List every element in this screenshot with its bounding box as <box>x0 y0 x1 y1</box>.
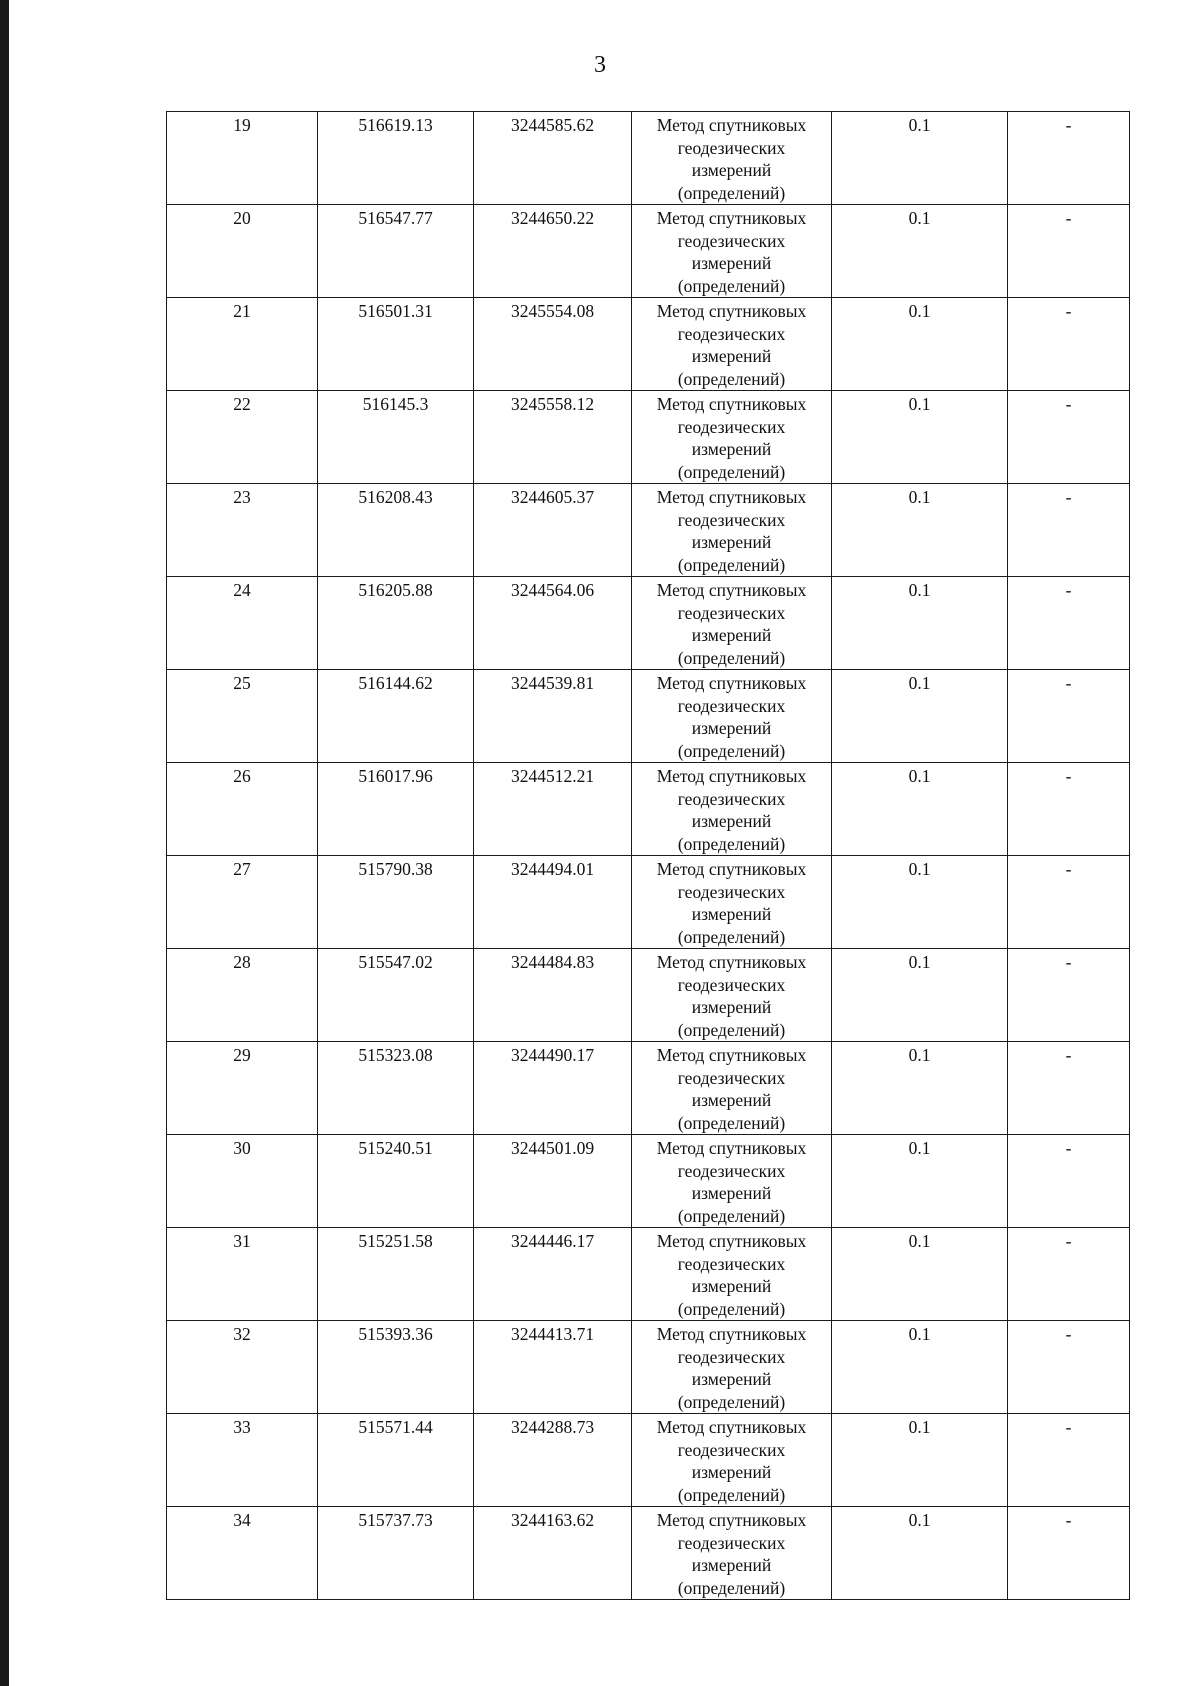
table-row <box>167 856 1130 949</box>
accuracy-cell: 0.1 <box>832 1042 1008 1135</box>
y-coordinate-cell: 3244413.71 <box>474 1321 632 1414</box>
table-row <box>167 763 1130 856</box>
x-coordinate-cell: 516501.31 <box>318 298 474 391</box>
table-row <box>167 391 1130 484</box>
accuracy-cell: 0.1 <box>832 484 1008 577</box>
accuracy-cell: 0.1 <box>832 1414 1008 1507</box>
note-cell: - <box>1008 205 1130 298</box>
accuracy-cell: 0.1 <box>832 670 1008 763</box>
method-cell <box>632 391 832 484</box>
y-coordinate-cell: 3244564.06 <box>474 577 632 670</box>
table-row <box>167 298 1130 391</box>
note-cell: - <box>1008 1507 1130 1600</box>
note-cell: - <box>1008 112 1130 205</box>
point-number-cell: 24 <box>167 577 318 670</box>
y-coordinate-cell: 3245558.12 <box>474 391 632 484</box>
note-cell: - <box>1008 1135 1130 1228</box>
point-number-cell: 29 <box>167 1042 318 1135</box>
method-text: Метод спутниковых геодезических измерений (определений) <box>656 1231 807 1319</box>
y-coordinate-cell: 3244494.01 <box>474 856 632 949</box>
method-cell <box>632 949 832 1042</box>
method-text: Метод спутниковых геодезических измерений (определений) <box>656 301 807 389</box>
accuracy-cell: 0.1 <box>832 205 1008 298</box>
y-coordinate-cell: 3244650.22 <box>474 205 632 298</box>
method-cell <box>632 1414 832 1507</box>
coordinates-table-body <box>167 112 1130 1600</box>
accuracy-cell: 0.1 <box>832 391 1008 484</box>
x-coordinate-cell: 515547.02 <box>318 949 474 1042</box>
x-coordinate-cell: 515393.36 <box>318 1321 474 1414</box>
method-text: Метод спутниковых геодезических измерений (определений) <box>656 487 807 575</box>
point-number-cell: 25 <box>167 670 318 763</box>
x-coordinate-cell: 515323.08 <box>318 1042 474 1135</box>
method-cell <box>632 205 832 298</box>
table-row <box>167 670 1130 763</box>
note-cell: - <box>1008 856 1130 949</box>
x-coordinate-cell: 515737.73 <box>318 1507 474 1600</box>
x-coordinate-cell: 516017.96 <box>318 763 474 856</box>
method-cell <box>632 763 832 856</box>
note-cell: - <box>1008 577 1130 670</box>
coordinates-table <box>166 111 1130 1600</box>
point-number-cell: 27 <box>167 856 318 949</box>
method-text: Метод спутниковых геодезических измерений (определений) <box>656 1045 807 1133</box>
method-text: Метод спутниковых геодезических измерений (определений) <box>656 580 807 668</box>
method-text: Метод спутниковых геодезических измерений (определений) <box>656 1510 807 1598</box>
y-coordinate-cell: 3244484.83 <box>474 949 632 1042</box>
point-number-cell: 32 <box>167 1321 318 1414</box>
note-cell: - <box>1008 670 1130 763</box>
method-text: Метод спутниковых геодезических измерений (определений) <box>656 1324 807 1412</box>
accuracy-cell: 0.1 <box>832 577 1008 670</box>
point-number-cell: 20 <box>167 205 318 298</box>
note-cell: - <box>1008 763 1130 856</box>
point-number-cell: 30 <box>167 1135 318 1228</box>
method-text: Метод спутниковых геодезических измерений (определений) <box>656 1417 807 1505</box>
table-row <box>167 1042 1130 1135</box>
method-cell <box>632 1507 832 1600</box>
method-text: Метод спутниковых геодезических измерений (определений) <box>656 208 807 296</box>
note-cell: - <box>1008 391 1130 484</box>
method-cell <box>632 298 832 391</box>
accuracy-cell: 0.1 <box>832 949 1008 1042</box>
table-row <box>167 484 1130 577</box>
method-text: Метод спутниковых геодезических измерений (определений) <box>656 115 807 203</box>
y-coordinate-cell: 3244605.37 <box>474 484 632 577</box>
note-cell: - <box>1008 1321 1130 1414</box>
table-row <box>167 112 1130 205</box>
note-cell: - <box>1008 949 1130 1042</box>
note-cell: - <box>1008 484 1130 577</box>
table-row <box>167 1507 1130 1600</box>
method-cell <box>632 856 832 949</box>
note-cell: - <box>1008 1414 1130 1507</box>
x-coordinate-cell: 516145.3 <box>318 391 474 484</box>
x-coordinate-cell: 516205.88 <box>318 577 474 670</box>
accuracy-cell: 0.1 <box>832 856 1008 949</box>
note-cell: - <box>1008 298 1130 391</box>
method-text: Метод спутниковых геодезических измерений (определений) <box>656 1138 807 1226</box>
note-cell: - <box>1008 1042 1130 1135</box>
x-coordinate-cell: 516619.13 <box>318 112 474 205</box>
y-coordinate-cell: 3244163.62 <box>474 1507 632 1600</box>
point-number-cell: 23 <box>167 484 318 577</box>
method-text: Метод спутниковых геодезических измерений (определений) <box>656 394 807 482</box>
y-coordinate-cell: 3244501.09 <box>474 1135 632 1228</box>
accuracy-cell: 0.1 <box>832 1135 1008 1228</box>
point-number-cell: 34 <box>167 1507 318 1600</box>
table-row <box>167 1228 1130 1321</box>
table-row <box>167 949 1130 1042</box>
x-coordinate-cell: 516547.77 <box>318 205 474 298</box>
x-coordinate-cell: 515571.44 <box>318 1414 474 1507</box>
table-row <box>167 577 1130 670</box>
table-row <box>167 205 1130 298</box>
method-cell <box>632 1135 832 1228</box>
accuracy-cell: 0.1 <box>832 1507 1008 1600</box>
method-cell <box>632 1321 832 1414</box>
method-cell <box>632 1042 832 1135</box>
x-coordinate-cell: 515790.38 <box>318 856 474 949</box>
x-coordinate-cell: 516208.43 <box>318 484 474 577</box>
point-number-cell: 33 <box>167 1414 318 1507</box>
point-number-cell: 22 <box>167 391 318 484</box>
scan-page-edge <box>0 0 9 1686</box>
method-cell <box>632 670 832 763</box>
table-row <box>167 1321 1130 1414</box>
point-number-cell: 26 <box>167 763 318 856</box>
x-coordinate-cell: 516144.62 <box>318 670 474 763</box>
note-cell: - <box>1008 1228 1130 1321</box>
method-text: Метод спутниковых геодезических измерений (определений) <box>656 673 807 761</box>
point-number-cell: 19 <box>167 112 318 205</box>
page-number: 3 <box>594 52 606 78</box>
accuracy-cell: 0.1 <box>832 298 1008 391</box>
table-row <box>167 1135 1130 1228</box>
accuracy-cell: 0.1 <box>832 112 1008 205</box>
method-cell <box>632 1228 832 1321</box>
point-number-cell: 31 <box>167 1228 318 1321</box>
y-coordinate-cell: 3245554.08 <box>474 298 632 391</box>
y-coordinate-cell: 3244512.21 <box>474 763 632 856</box>
method-cell <box>632 112 832 205</box>
method-text: Метод спутниковых геодезических измерений (определений) <box>656 859 807 947</box>
point-number-cell: 28 <box>167 949 318 1042</box>
table-row <box>167 1414 1130 1507</box>
y-coordinate-cell: 3244288.73 <box>474 1414 632 1507</box>
accuracy-cell: 0.1 <box>832 1321 1008 1414</box>
y-coordinate-cell: 3244490.17 <box>474 1042 632 1135</box>
method-text: Метод спутниковых геодезических измерений (определений) <box>656 952 807 1040</box>
method-text: Метод спутниковых геодезических измерений (определений) <box>656 766 807 854</box>
y-coordinate-cell: 3244446.17 <box>474 1228 632 1321</box>
point-number-cell: 21 <box>167 298 318 391</box>
x-coordinate-cell: 515251.58 <box>318 1228 474 1321</box>
y-coordinate-cell: 3244585.62 <box>474 112 632 205</box>
method-cell <box>632 484 832 577</box>
x-coordinate-cell: 515240.51 <box>318 1135 474 1228</box>
accuracy-cell: 0.1 <box>832 1228 1008 1321</box>
accuracy-cell: 0.1 <box>832 763 1008 856</box>
method-cell <box>632 577 832 670</box>
y-coordinate-cell: 3244539.81 <box>474 670 632 763</box>
